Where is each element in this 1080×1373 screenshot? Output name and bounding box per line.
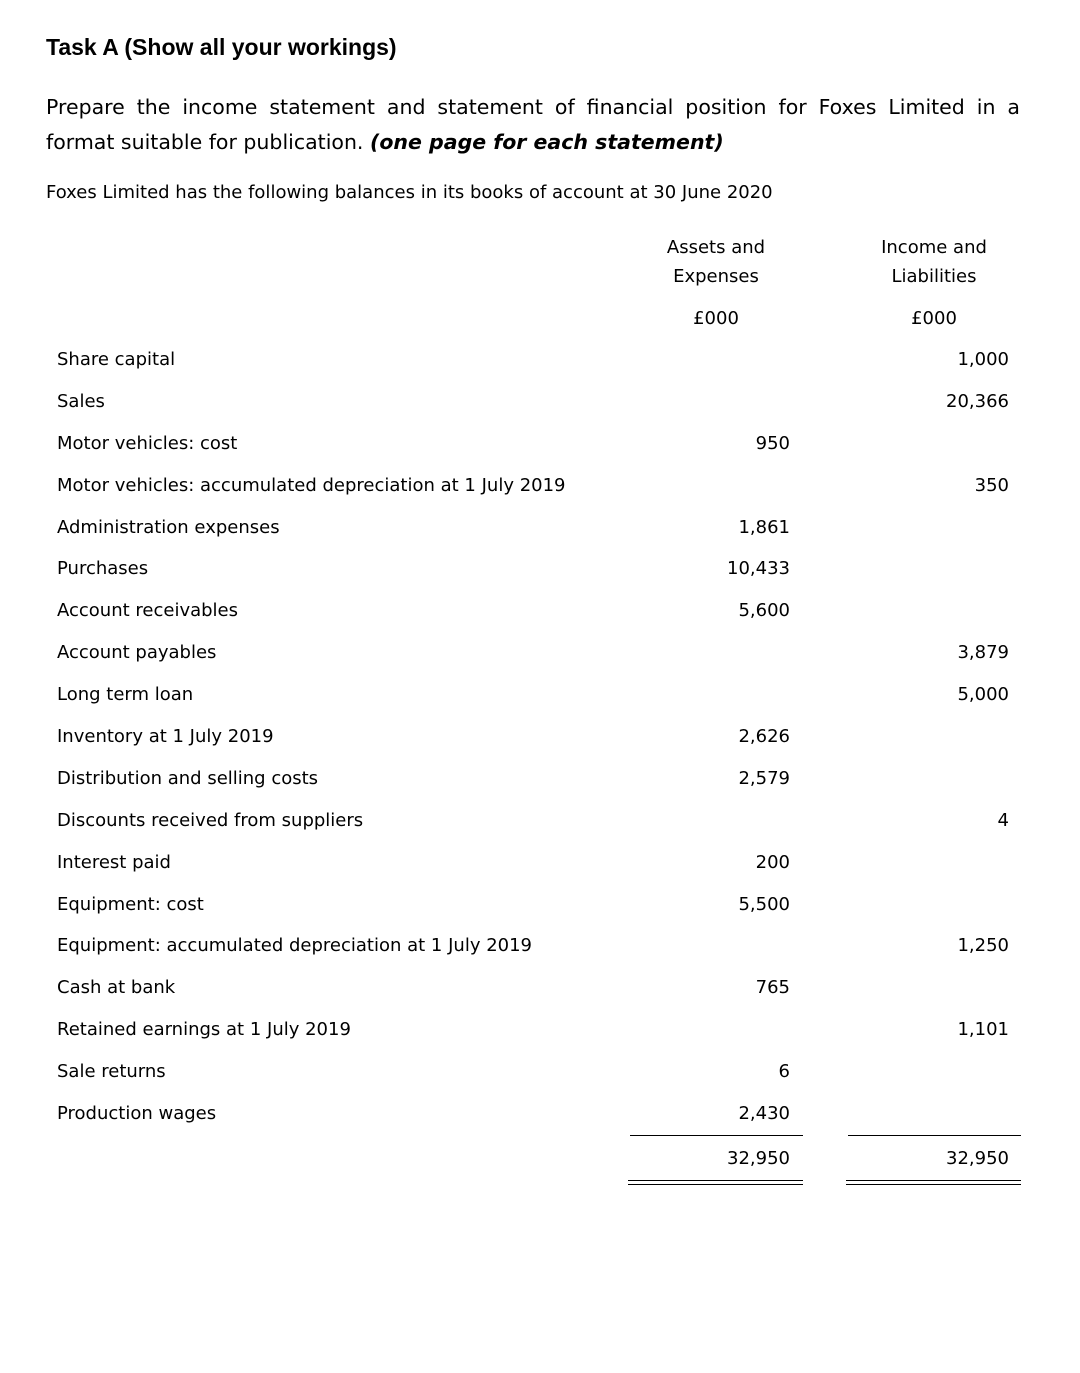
income-double-rule-top xyxy=(846,1180,1021,1181)
row-label: Share capital xyxy=(57,349,176,370)
table-row xyxy=(0,884,1080,926)
row-label: Motor vehicles: cost xyxy=(57,432,238,454)
income-liabilities-header xyxy=(834,233,1034,291)
page-title: Task A (Show all your workings) xyxy=(46,34,397,60)
balances-subtitle: Foxes Limited has the following balances in its books of account at 30 June 2020 xyxy=(46,182,773,203)
income-subtotal-rule xyxy=(848,1135,1021,1136)
income-unit-label: £000 xyxy=(911,308,957,329)
income-amount: 1,101 xyxy=(957,1019,1009,1041)
table-row xyxy=(0,548,1080,590)
row-label: Retained earnings at 1 July 2019 xyxy=(57,1019,351,1041)
assets-expenses-header xyxy=(616,233,816,291)
assets-amount: 200 xyxy=(755,851,790,873)
row-label: Sales xyxy=(57,390,105,412)
row-label: Equipment: accumulated depreciation at 1 July 2019 xyxy=(57,935,532,957)
income-amount: 1,000 xyxy=(957,349,1009,370)
assets-amount: 2,626 xyxy=(738,726,790,748)
assets-header-line1: Assets and xyxy=(666,237,766,258)
table-row xyxy=(0,967,1080,1009)
row-label: Administration expenses xyxy=(57,516,280,538)
assets-header-line2: Expenses xyxy=(673,266,759,287)
row-label: Long term loan xyxy=(57,684,194,706)
table-row xyxy=(0,925,1080,967)
row-label: Production wages xyxy=(57,1103,217,1125)
income-amount: 5,000 xyxy=(957,684,1009,706)
row-label: Sale returns xyxy=(57,1061,166,1083)
assets-unit-label: £000 xyxy=(693,308,739,329)
assets-double-rule-top xyxy=(628,1180,803,1181)
assets-amount: 2,430 xyxy=(738,1103,790,1125)
balances-table xyxy=(0,339,1080,1135)
row-label: Account payables xyxy=(57,642,217,664)
income-amount: 1,250 xyxy=(957,935,1009,957)
table-row xyxy=(0,842,1080,884)
income-header-line1: Income and xyxy=(881,237,987,258)
intro-text: Prepare the income statement and statement of financial position for Foxes Limited in a format suitable for publication. xyxy=(46,95,1020,154)
assets-amount: 5,500 xyxy=(738,893,790,915)
table-row xyxy=(0,758,1080,800)
row-label: Equipment: cost xyxy=(57,893,204,915)
table-row xyxy=(0,381,1080,423)
table-row xyxy=(0,465,1080,507)
assets-subtotal-rule xyxy=(630,1135,803,1136)
row-label: Interest paid xyxy=(57,851,171,873)
table-row xyxy=(0,339,1080,381)
row-label: Cash at bank xyxy=(57,977,176,999)
assets-amount: 10,433 xyxy=(727,558,790,580)
table-row xyxy=(0,800,1080,842)
income-double-rule-bottom xyxy=(846,1184,1021,1185)
table-row xyxy=(0,507,1080,549)
intro-paragraph xyxy=(46,90,1020,160)
row-label: Account receivables xyxy=(57,600,239,622)
row-label: Distribution and selling costs xyxy=(57,767,319,789)
intro-emphasis: (one page for each statement) xyxy=(369,130,724,154)
income-amount: 350 xyxy=(974,474,1009,496)
assets-amount: 5,600 xyxy=(738,600,790,622)
table-row xyxy=(0,716,1080,758)
table-row xyxy=(0,1009,1080,1051)
table-row xyxy=(0,632,1080,674)
row-label: Purchases xyxy=(57,558,149,580)
income-amount: 20,366 xyxy=(946,390,1009,412)
row-label: Motor vehicles: accumulated depreciation at 1 July 2019 xyxy=(57,474,566,496)
assets-amount: 1,861 xyxy=(738,516,790,538)
assets-total: 32,950 xyxy=(727,1148,790,1169)
income-amount: 3,879 xyxy=(957,642,1009,664)
table-row xyxy=(0,590,1080,632)
assets-amount: 2,579 xyxy=(738,767,790,789)
income-amount: 4 xyxy=(997,809,1009,831)
table-row xyxy=(0,423,1080,465)
assets-amount: 950 xyxy=(755,432,790,454)
assets-double-rule-bottom xyxy=(628,1184,803,1185)
row-label: Inventory at 1 July 2019 xyxy=(57,726,274,748)
row-label: Discounts received from suppliers xyxy=(57,809,364,831)
income-header-line2: Liabilities xyxy=(891,266,977,287)
table-row xyxy=(0,674,1080,716)
assets-amount: 6 xyxy=(778,1061,790,1083)
assets-amount: 765 xyxy=(755,977,790,999)
income-total: 32,950 xyxy=(946,1148,1009,1169)
table-row xyxy=(0,1051,1080,1093)
table-row xyxy=(0,1093,1080,1135)
